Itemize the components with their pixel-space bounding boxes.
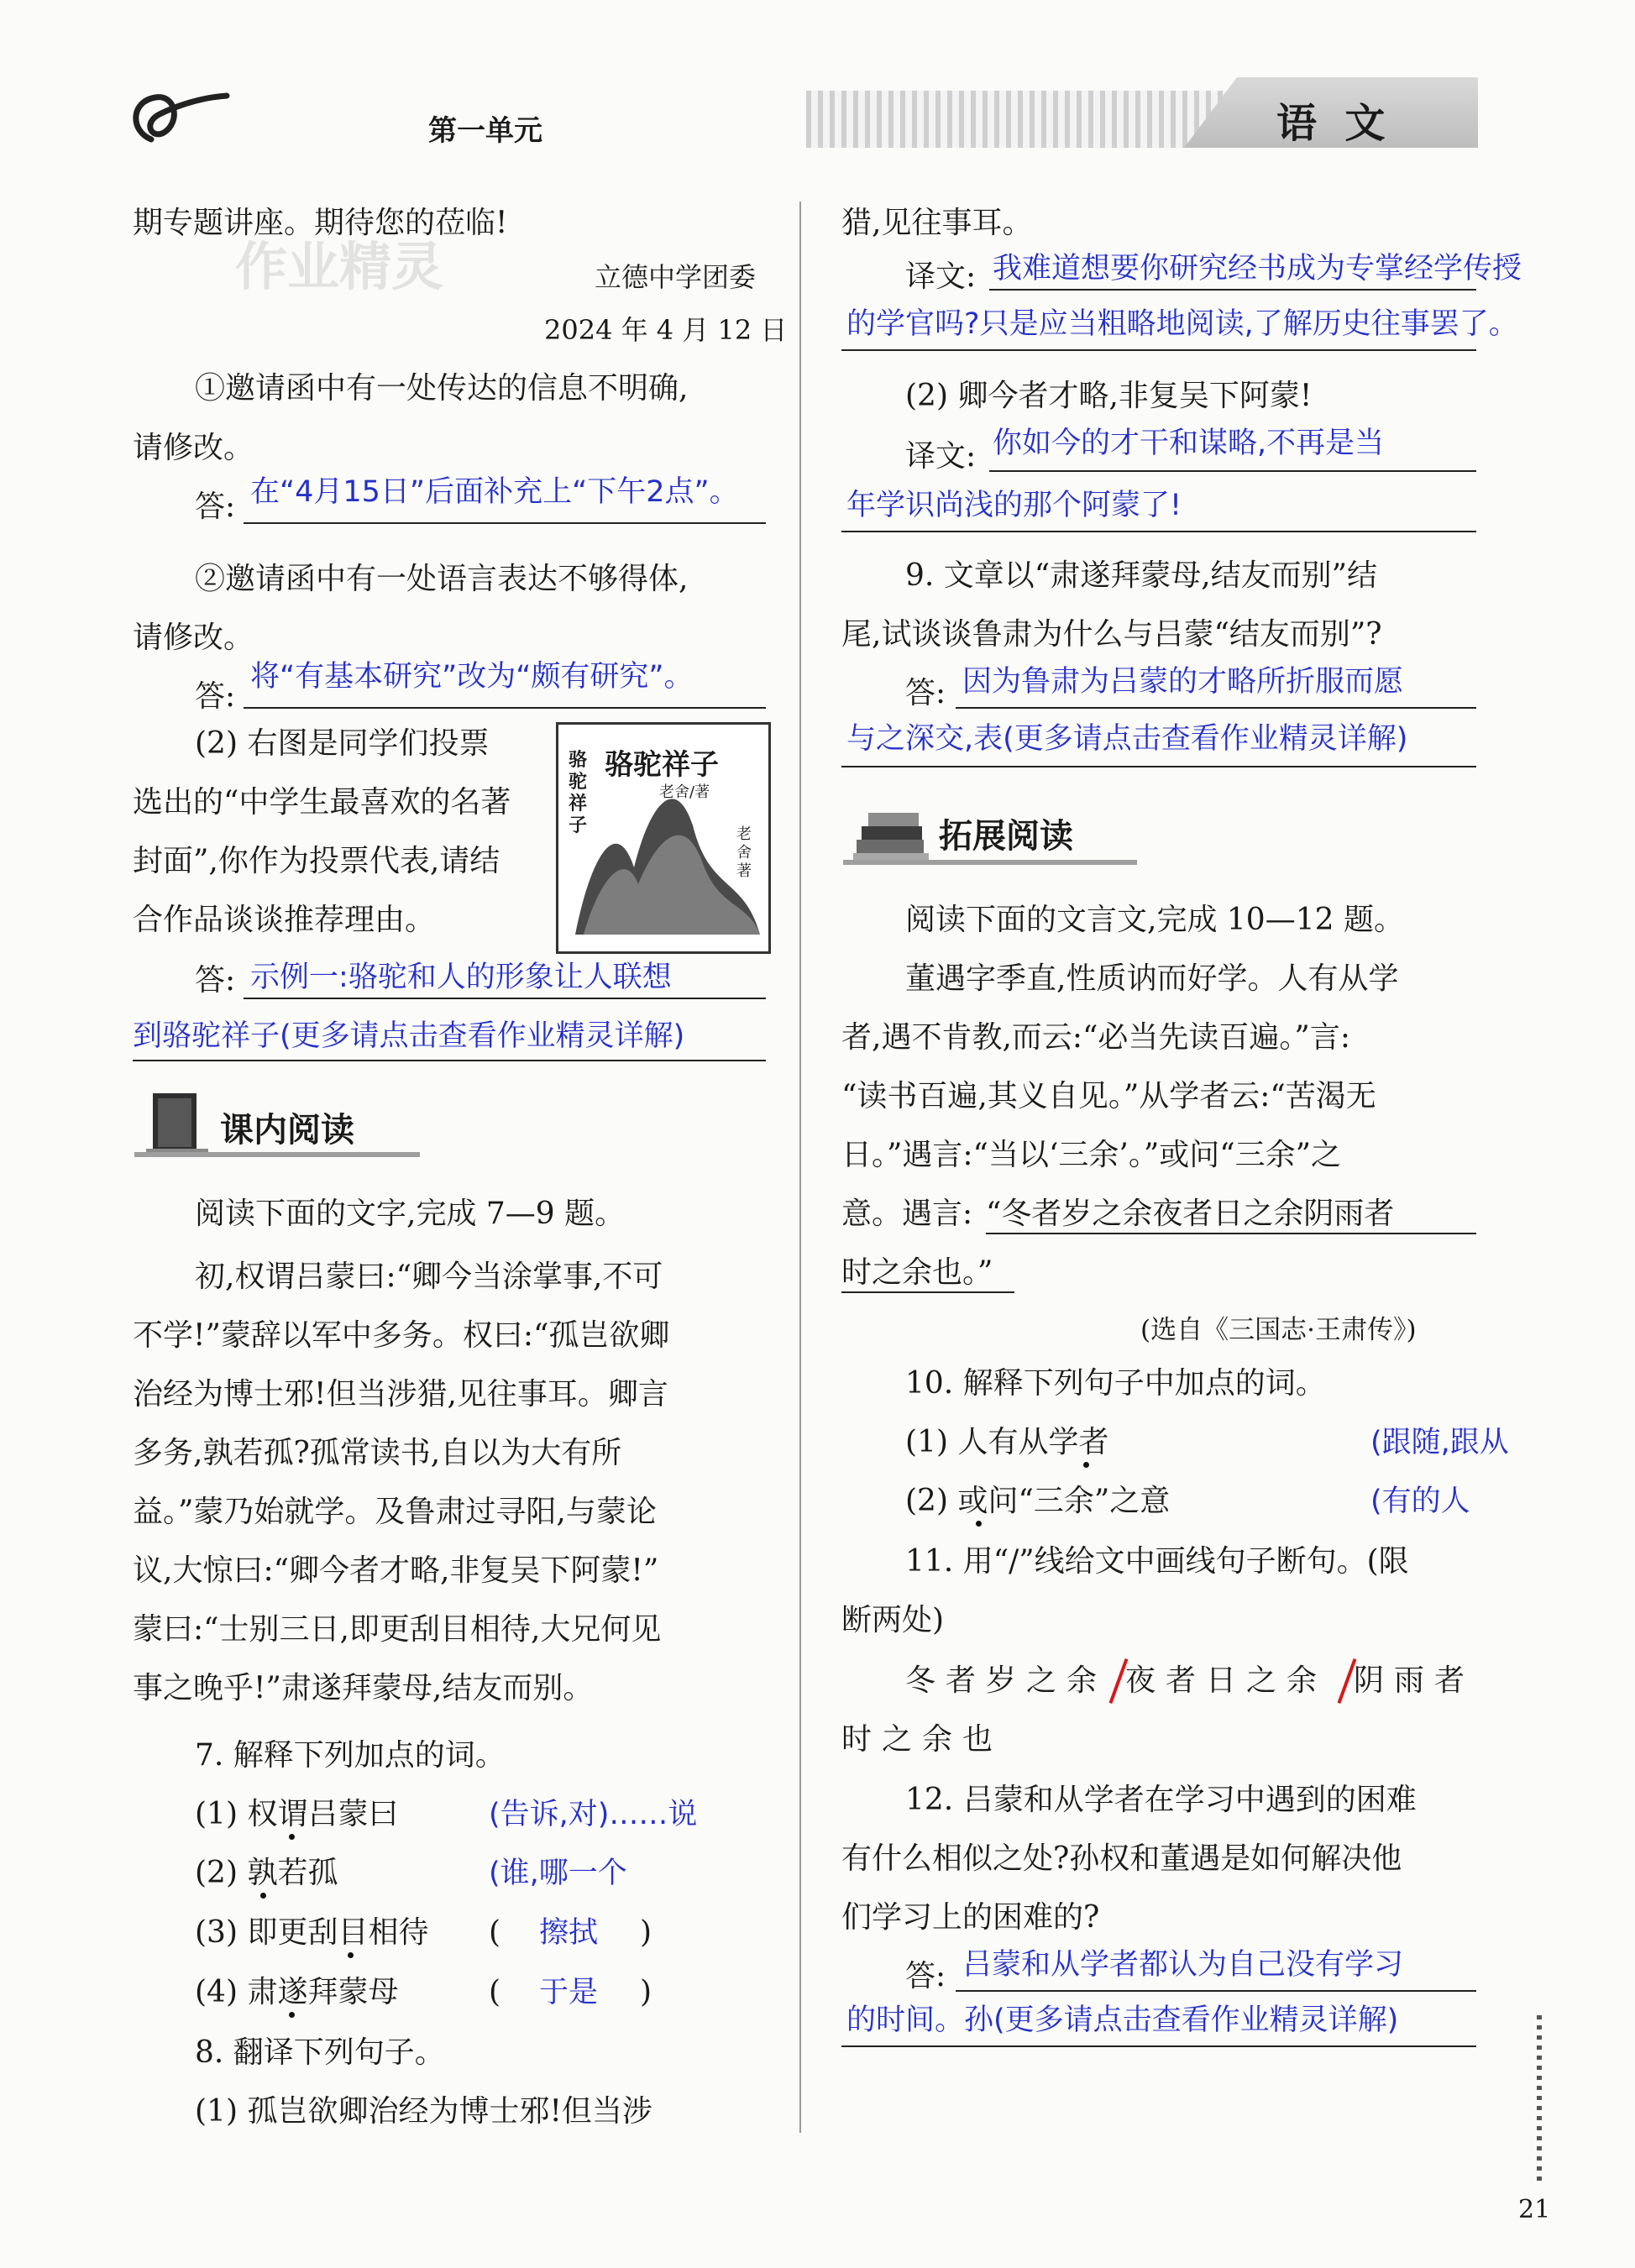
cover-author: 老舍/著 — [659, 783, 710, 801]
passage-line: 董遇字季直,性质讷而好学。人有从学 — [905, 961, 1399, 996]
answer-underline — [956, 1990, 1476, 1992]
question-line: 12. 吕蒙和从学者在学习中遇到的困难 — [905, 1783, 1417, 1817]
passage-underlined: “冬者岁之余夜者日之余阴雨者 — [986, 1197, 1395, 1231]
vocab-answer: (告诉,对)……说 — [489, 1798, 698, 1831]
emphasis-dot — [289, 1834, 295, 1840]
vocab-answer: 于是 — [539, 1976, 599, 2009]
question-line: (1) 孤岂欲卿治经为博士邪!但当涉 — [195, 2094, 652, 2129]
translation-text: 年学识尚浅的那个阿蒙了! — [846, 489, 1182, 522]
answer-text: 将“有基本研究”改为“颇有研究”。 — [250, 660, 694, 694]
paren: ( — [489, 1915, 501, 1950]
translation-text: 我难道想要你研究经书成为专掌经学传授 — [993, 252, 1522, 285]
translation-label: 译文: — [905, 439, 977, 474]
sentence-segment: 夜者日之余 — [1125, 1663, 1328, 1698]
passage-line: 日。”遇言:“当以‘三余’。”或问“三余”之 — [841, 1138, 1342, 1172]
section-bar — [843, 860, 1137, 865]
passage-line: “读书百遍,其义自见。”从学者云:“苦渴无 — [841, 1079, 1376, 1113]
question-line: 9. 文章以“肃遂拜蒙母,结友而别”结 — [905, 558, 1378, 593]
question-line: 断两处) — [841, 1603, 945, 1637]
vocab-answer: 擦拭 — [539, 1916, 599, 1950]
cover-side-title: 骆驼祥子 — [569, 750, 588, 836]
answer-underline — [841, 349, 1476, 351]
reading-intro: 阅读下面的文字,完成 7—9 题。 — [195, 1197, 626, 1231]
vocab-item: (2) 或问“三余”之意 — [905, 1484, 1171, 1518]
answer-text: 在“4月15日”后面补充上“下午2点”。 — [250, 475, 739, 509]
translation-text: 你如今的才干和谋略,不再是当 — [993, 427, 1385, 460]
vocab-answer: (跟随,跟从 — [1370, 1426, 1509, 1459]
question-line: 封面”,你作为投票代表,请结 — [133, 844, 500, 878]
question-line: 10. 解释下列句子中加点的词。 — [905, 1366, 1326, 1401]
answer-underline — [244, 522, 766, 524]
emphasis-dot — [976, 1521, 982, 1527]
cover-title: 骆驼祥子 — [605, 748, 719, 782]
answer-text: 的时间。孙(更多请点击查看作业精灵详解) — [846, 2003, 1399, 2037]
reading-intro: 阅读下面的文言文,完成 10—12 题。 — [905, 903, 1404, 937]
answer-text: 示例一:骆驼和人的形象让人联想 — [250, 961, 672, 994]
question-line: (2) 卿今者才略,非复吴下阿蒙! — [905, 379, 1313, 413]
question-line: ①邀请函中有一处传达的信息不明确, — [195, 371, 689, 406]
translation-label: 译文: — [905, 259, 977, 294]
passage-underlined: 时之余也。” — [841, 1255, 993, 1290]
passage-line: 意。遇言: — [841, 1197, 973, 1231]
answer-underline — [956, 707, 1476, 709]
answer-underline — [244, 998, 766, 999]
passage-line: 者,遇不肯教,而云:“必当先读百遍。”言: — [841, 1020, 1350, 1055]
passage-line: 多务,孰若孤?孤常读书,自以为大有所 — [133, 1436, 622, 1470]
emphasis-dot — [348, 1952, 354, 1958]
section-bar — [134, 1152, 420, 1157]
sentence-segment: 冬者岁之余 — [905, 1663, 1108, 1698]
question-line: 们学习上的困难的? — [841, 1900, 1100, 1935]
source-citation: (选自《三国志·王肃传》) — [1140, 1315, 1417, 1345]
vocab-item: (1) 权谓吕蒙曰 — [195, 1797, 399, 1831]
passage-line: 蒙曰:“士别三日,即更刮目相待,大兄何见 — [133, 1612, 662, 1647]
section-title: 拓展阅读 — [939, 817, 1073, 856]
answer-text: 吕蒙和从学者都认为自己没有学习 — [962, 1948, 1404, 1982]
passage-line: 初,权谓吕蒙曰:“卿今当涂掌事,不可 — [195, 1260, 663, 1294]
question-line: 猎,见往事耳。 — [841, 206, 1033, 240]
passage-line: 益。”蒙乃始就学。及鲁肃过寻阳,与蒙论 — [133, 1495, 657, 1529]
question-line: 请修改。 — [133, 621, 254, 655]
book-cover — [556, 722, 771, 954]
answer-label: 答: — [905, 1959, 946, 1993]
vocab-item: (3) 即更刮目相待 — [195, 1915, 429, 1950]
question-line: 有什么相似之处?孙权和董遇是如何解决他 — [841, 1841, 1402, 1876]
page-number: 21 — [1518, 2195, 1551, 2224]
vocab-item: (4) 肃遂拜蒙母 — [195, 1975, 399, 2009]
answer-label: 答: — [195, 490, 236, 524]
question-line: 请修改。 — [133, 431, 254, 465]
question-line: 选出的“中学生最喜欢的名著 — [133, 785, 511, 820]
watermark: 作业精灵 — [235, 236, 444, 297]
answer-underline — [244, 707, 766, 709]
paren: ) — [640, 1915, 652, 1950]
unit-label: 第一单元 — [428, 114, 542, 148]
answer-underline — [841, 766, 1476, 767]
paren: ) — [640, 1975, 652, 2009]
emphasis-dot — [260, 1893, 266, 1899]
question-line: 11. 用“/”线给文中画线句子断句。(限 — [905, 1544, 1409, 1579]
vocab-item: (2) 孰若孤 — [195, 1856, 338, 1890]
answer-underline — [989, 470, 1476, 472]
vocab-item: (1) 人有从学者 — [905, 1425, 1109, 1459]
emphasis-dot — [289, 2012, 295, 2018]
subject-label: 语 文 — [1276, 100, 1386, 147]
page-dots — [1537, 2015, 1542, 2183]
passage-underline — [841, 1291, 1014, 1293]
passage-line: 议,大惊曰:“卿今者才略,非复吴下阿蒙!” — [133, 1553, 659, 1588]
answer-underline — [133, 1060, 766, 1061]
answer-underline — [989, 289, 1476, 291]
translation-text: 的学官吗?只是应当粗略地阅读,了解历史往事罢了。 — [846, 307, 1518, 341]
column-divider — [799, 202, 801, 2133]
passage-line: 治经为博士邪!但当涉猎,见往事耳。卿言 — [133, 1377, 668, 1412]
unit-logo-icon — [126, 81, 235, 148]
cover-side-author: 老舍著 — [736, 825, 752, 880]
sentence-segment: 时之余也 — [841, 1722, 1004, 1757]
section-title: 课内阅读 — [220, 1111, 354, 1150]
passage-underline — [986, 1233, 1476, 1234]
question-line: 8. 翻译下列句子。 — [195, 2035, 445, 2070]
books-icon — [850, 798, 934, 865]
emphasis-dot — [1083, 1462, 1089, 1468]
passage-line: 不学!”蒙辞以军中多务。权曰:“孤岂欲卿 — [133, 1318, 670, 1353]
answer-underline — [841, 531, 1476, 532]
answer-text: 因为鲁肃为吕蒙的才略所折服而愿 — [962, 665, 1404, 699]
question-line: 尾,试谈谈鲁肃为什么与吕蒙“结友而别”? — [841, 617, 1382, 652]
answer-text: 到骆驼祥子(更多请点击查看作业精灵详解) — [133, 1019, 685, 1053]
answer-text: 与之深交,表(更多请点击查看作业精灵详解) — [846, 722, 1408, 756]
question-line: 合作品谈谈推荐理由。 — [133, 903, 436, 937]
answer-underline — [841, 2045, 1476, 2047]
question-line: 7. 解释下列加点的词。 — [195, 1738, 506, 1773]
vocab-answer: (有的人 — [1370, 1485, 1470, 1518]
question-line: ②邀请函中有一处语言表达不够得体, — [195, 562, 689, 596]
answer-label: 答: — [195, 963, 236, 998]
sign-org: 立德中学团委 — [595, 261, 757, 293]
sentence-segment: 阴雨者 — [1354, 1663, 1475, 1698]
answer-label: 答: — [905, 676, 946, 710]
question-line: (2) 右图是同学们投票 — [195, 726, 490, 761]
text-line: 期专题讲座。期待您的莅临! — [133, 206, 508, 240]
passage-line: 事之晚乎!”肃遂拜蒙母,结友而别。 — [133, 1671, 594, 1705]
answer-label: 答: — [195, 679, 236, 714]
vocab-answer: (谁,哪一个 — [489, 1857, 627, 1890]
sign-date: 2024 年 4 月 12 日 — [544, 314, 788, 346]
paren: ( — [489, 1975, 501, 2009]
